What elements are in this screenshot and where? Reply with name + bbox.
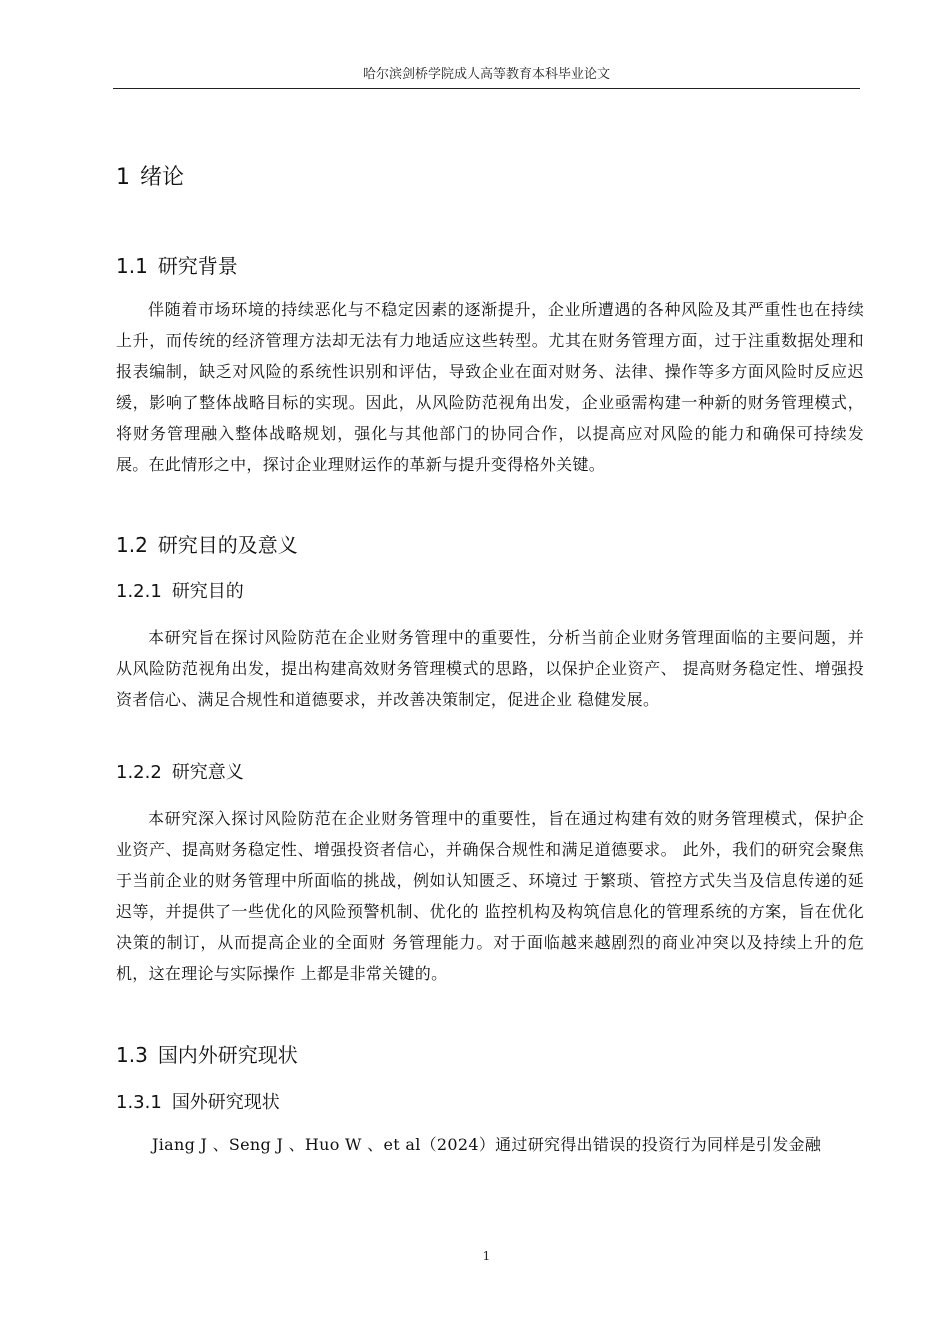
significance-paragraph: 本研究深入探讨风险防范在企业财务管理中的重要性，旨在通过构建有效的财务管理模式，保护企业资产、提高财务稳定性、增强投资者信心，并确保合规性和满足道德要求。 此外，我们的研究会聚焦于当前企业的财务管理中所面临的挑战，例如认知匮乏、环境过 于繁琐、管控方式失当及信息传递的延迟等，并提供了一些优化的风险预警机制、优化的 监控机构及构筑信息化的管理系统的方案，旨在优化决策的制订，从而提高企业的全面财 务管理能力。对于面临越来越剧烈的商业冲突以及持续上升的危机，这在理论与实际操作 上都是非常关键的。 bbox=[116, 809, 864, 983]
header-divider bbox=[113, 88, 860, 89]
page-number: 1 bbox=[482, 1249, 491, 1263]
section-heading-1-3 bbox=[116, 1042, 298, 1068]
subsection-heading-1-2-1 bbox=[116, 580, 244, 604]
section-title: 研究目的及意义 bbox=[157, 533, 298, 557]
chapter-heading bbox=[116, 164, 184, 192]
subsection-heading-1-3-1 bbox=[116, 1091, 280, 1115]
section-title: 研究背景 bbox=[157, 254, 238, 278]
subsection-number: 1.2.1 bbox=[116, 581, 162, 602]
section-number: 1.1 bbox=[116, 254, 148, 278]
section-title: 国内外研究现状 bbox=[157, 1043, 298, 1067]
subsection-heading-1-2-2 bbox=[116, 761, 244, 785]
section-number: 1.2 bbox=[116, 533, 148, 557]
chapter-title: 绪论 bbox=[140, 165, 185, 190]
section-heading-1-2 bbox=[116, 532, 298, 558]
foreign-research-paragraph: Jiang J 、Seng J 、Huo W 、et al（2024）通过研究得出错误的投资行为同样是引发金融 bbox=[152, 1135, 822, 1154]
section-number: 1.3 bbox=[116, 1043, 148, 1067]
subsection-number: 1.3.1 bbox=[116, 1092, 162, 1113]
page-header: 哈尔滨剑桥学院成人高等教育本科毕业论文 bbox=[362, 67, 610, 82]
subsection-title: 国外研究现状 bbox=[171, 1092, 280, 1113]
subsection-title: 研究目的 bbox=[171, 581, 244, 602]
subsection-title: 研究意义 bbox=[171, 762, 244, 783]
background-paragraph: 伴随着市场环境的持续恶化与不稳定因素的逐渐提升，企业所遭遇的各种风险及其严重性也在持续上升，而传统的经济管理方法却无法有力地适应这些转型。尤其在财务管理方面，过于注重数据处理和报表编制，缺乏对风险的系统性识别和评估，导致企业在面对财务、法律、操作等多方面风险时反应迟缓，影响了整体战略目标的实现。因此，从风险防范视角出发，企业亟需构建一种新的财务管理模式，将财务管理融入整体战略规划，强化与其他部门的协同合作，以提高应对风险的能力和确保可持续发展。在此情形之中，探讨企业理财运作的革新与提升变得格外关键。 bbox=[116, 300, 864, 474]
subsection-number: 1.2.2 bbox=[116, 762, 162, 783]
purpose-paragraph: 本研究旨在探讨风险防范在企业财务管理中的重要性，分析当前企业财务管理面临的主要问题，并从风险防范视角出发，提出构建高效财务管理模式的思路，以保护企业资产、 提高财务稳定性、增强投资者信心、满足合规性和道德要求，并改善决策制定，促进企业 稳健发展。 bbox=[116, 628, 864, 709]
chapter-number: 1 bbox=[116, 165, 130, 190]
section-heading-1-1 bbox=[116, 253, 238, 279]
